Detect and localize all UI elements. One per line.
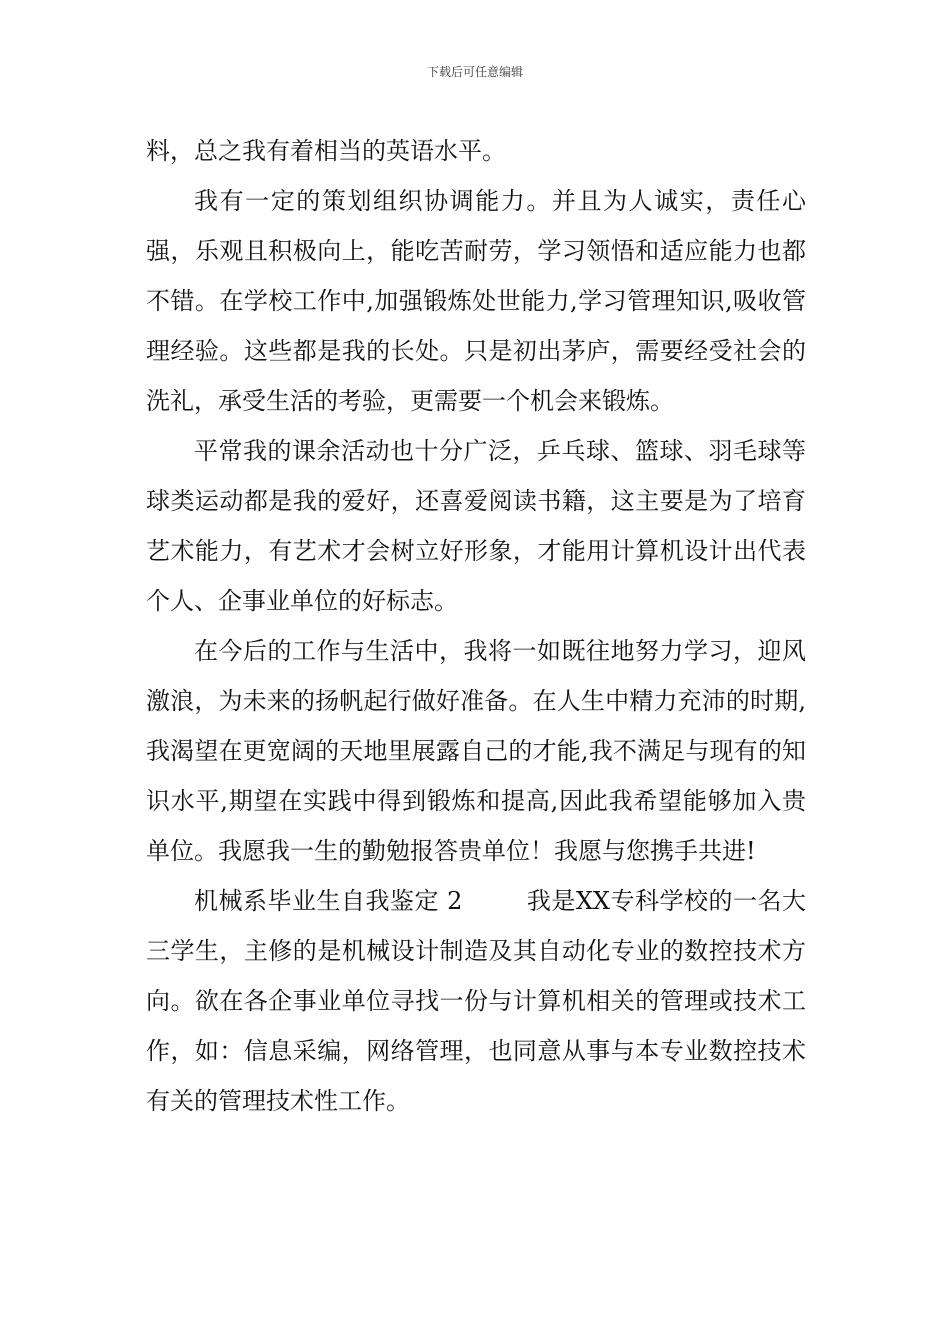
- document-body: [146, 126, 806, 1126]
- section-2-title: 机械系毕业生自我鉴定 2: [194, 887, 463, 915]
- paragraph-hobbies: 平常我的课余活动也十分广泛，乒乓球、篮球、羽毛球等球类运动都是我的爱好，还喜爱阅读书籍，这主要是为了培育艺术能力，有艺术才会树立好形象，才能用计算机设计出代表个人、企事业单位的好标志。: [146, 437, 806, 615]
- paragraph-future: 在今后的工作与生活中，我将一如既往地努力学习，迎风激浪，为未来的扬帆起行做好准备。在人生中精力充沛的时期,我渴望在更宽阔的天地里展露自己的才能,我不满足与现有的知识水平,期望在实践中得到锻炼和提高,因此我希望能够加入贵单位。我愿我一生的勤勉报答贵单位！我愿与您携手共进!: [146, 637, 806, 865]
- paragraph-abilities: 我有一定的策划组织协调能力。并且为人诚实，责任心强，乐观且积极向上，能吃苦耐劳，学习领悟和适应能力也都不错。在学校工作中,加强锻炼处世能力,学习管理知识,吸收管理经验。这些都是我的长处。只是初出茅庐，需要经受社会的洗礼，承受生活的考验，更需要一个机会来锻炼。: [146, 187, 806, 415]
- section-2-body: 我是XX专科学校的一名大三学生，主修的是机械设计制造及其自动化专业的数控技术方向。欲在各企事业单位寻找一份与计算机相关的管理或技术工作，如：信息采编，网络管理，也同意从事与本专业数控技术有关的管理技术性工作。: [146, 887, 806, 1115]
- paragraph-section-2: [146, 876, 806, 1126]
- paragraph-continuation: 料，总之我有着相当的英语水平。: [146, 137, 506, 165]
- page-header: 下载后可任意编辑: [426, 65, 523, 79]
